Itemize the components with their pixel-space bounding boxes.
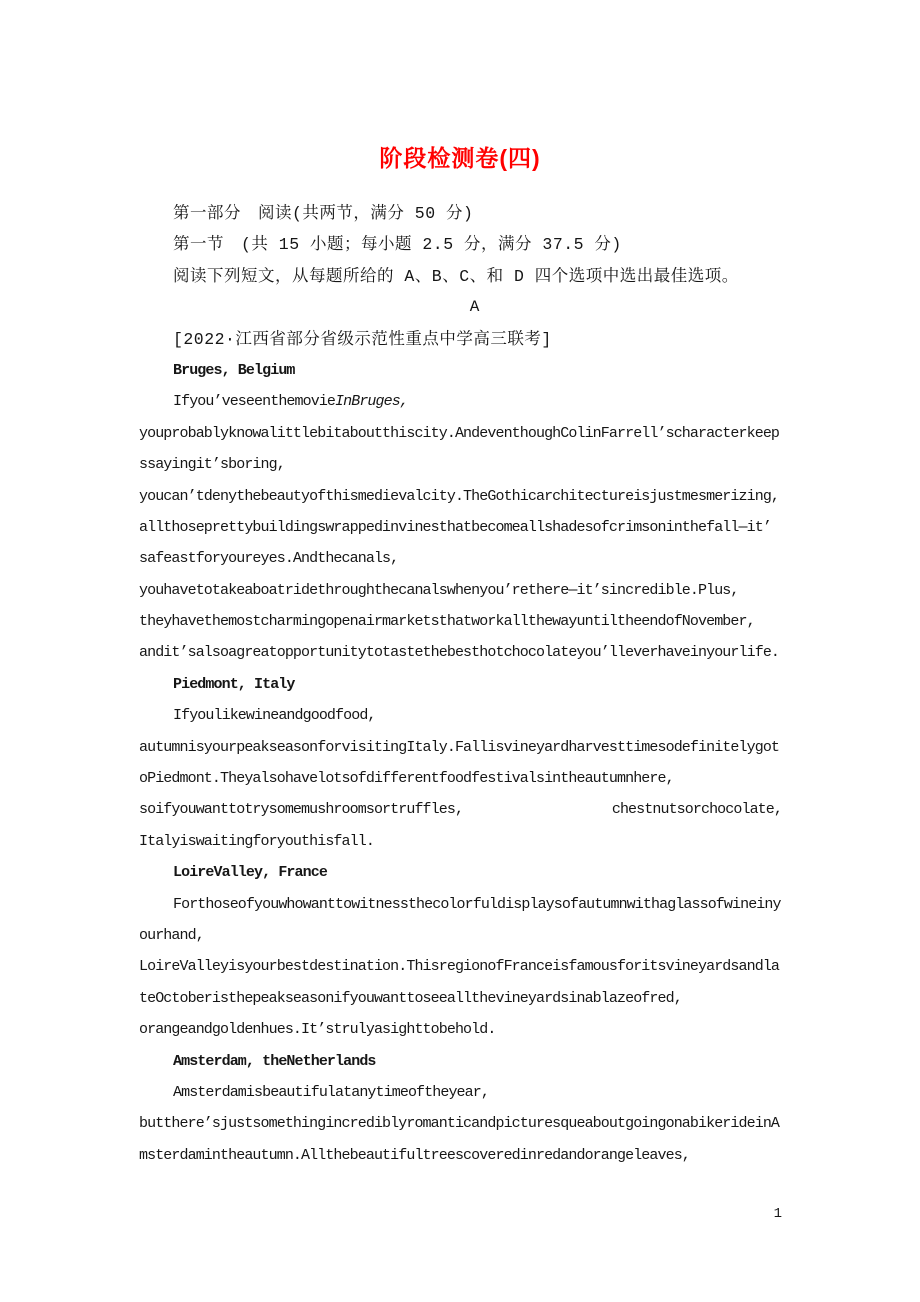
part-heading: 第一部分 阅读(共两节，满分 50 分) bbox=[173, 204, 474, 223]
page-number: 1 bbox=[773, 1206, 782, 1222]
destination-heading: LoireValley, France bbox=[173, 864, 327, 882]
italic-movie-title: InBruges, bbox=[335, 393, 408, 411]
passage-text: orangeandgoldenhues.It’strulyasighttobehold. bbox=[139, 1021, 496, 1039]
destination-heading: Piedmont, Italy bbox=[173, 675, 295, 693]
passage-text: ourhand, bbox=[139, 926, 204, 944]
passage-text: youprobablyknowalittlebitaboutthiscity.AndeventhoughColinFarrell’scharacterkeep bbox=[139, 424, 780, 442]
document-body bbox=[139, 198, 782, 1171]
passage-text: Italyiswaitingforyouthisfall. bbox=[139, 832, 374, 850]
passage-text: butthere’sjustsomethingincrediblyromanticandpicturesqueaboutgoingonabikerideinA bbox=[139, 1115, 780, 1133]
instructions: 阅读下列短文，从每题所给的 A、B、C、和 D 四个选项中选出最佳选项。 bbox=[173, 266, 739, 286]
passage-text: oPiedmont.Theyalsohavelotsofdifferentfoodfestivalsintheautumnhere, bbox=[139, 770, 674, 788]
text-run: chestnutsorchocolate, bbox=[611, 801, 782, 819]
passage-text: allthoseprettybuildingswrappedinvinesthatbecomeallshadesofcrimsoninthefall—it’ bbox=[139, 518, 771, 536]
passage-text: ssayingit’sboring, bbox=[139, 456, 285, 474]
passage-text: Amsterdamisbeautifulatanytimeoftheyear, bbox=[173, 1083, 489, 1101]
passage-text: msterdamintheautumn.Allthebeautifultreescoveredinredandorangeleaves, bbox=[139, 1146, 690, 1164]
source-note: [2022·江西省部分省级示范性重点中学高三联考] bbox=[173, 329, 552, 349]
passage-label: A bbox=[469, 298, 480, 317]
passage-text: Ifyoulikewineandgoodfood, bbox=[173, 707, 376, 725]
document-title: 阶段检测卷(四) bbox=[379, 145, 541, 171]
passage-text: youhavetotakeaboatridethroughthecanalswhenyou’rethere—it’sincredible.Plus, bbox=[139, 581, 739, 599]
passage-text: safeastforyoureyes.Andthecanals, bbox=[139, 550, 399, 568]
destination-heading: Amsterdam, theNetherlands bbox=[173, 1052, 376, 1070]
passage-text: Forthoseofyouwhowanttowitnessthecolorfuldisplaysofautumnwithaglassofwineiny bbox=[173, 895, 781, 913]
passage-text: teOctoberisthepeakseasonifyouwanttoseeallthevineyardsinablazeofred, bbox=[139, 989, 682, 1007]
passage-text: andit’salsoagreatopportunitytotastethebesthotchocolateyou’lleverhaveinyourlife. bbox=[139, 644, 780, 662]
text-run: Ifyou’veseenthemovie bbox=[173, 393, 336, 411]
destination-heading: Bruges, Belgium bbox=[173, 361, 295, 379]
passage-text bbox=[139, 794, 782, 825]
passage-text bbox=[139, 386, 782, 417]
passage-text: autumnisyourpeakseasonforvisitingItaly.Fallisvineyardharvesttimesodefinitelygot bbox=[139, 738, 780, 756]
passage-text: youcan’tdenythebeautyofthismedievalcity.TheGothicarchitectureisjustmesmerizing, bbox=[139, 487, 780, 505]
section-heading: 第一节 (共 15 小题；每小题 2.5 分，满分 37.5 分) bbox=[173, 235, 622, 255]
text-run: soifyouwanttotrysomemushroomsortruffles, bbox=[139, 801, 464, 819]
passage-text: LoireValleyisyourbestdestination.ThisregionofFranceisfamousforitsvineyardsandla bbox=[139, 958, 780, 976]
passage-text: theyhavethemostcharmingopenairmarketsthatworkallthewayuntiltheendofNovember, bbox=[139, 613, 755, 631]
